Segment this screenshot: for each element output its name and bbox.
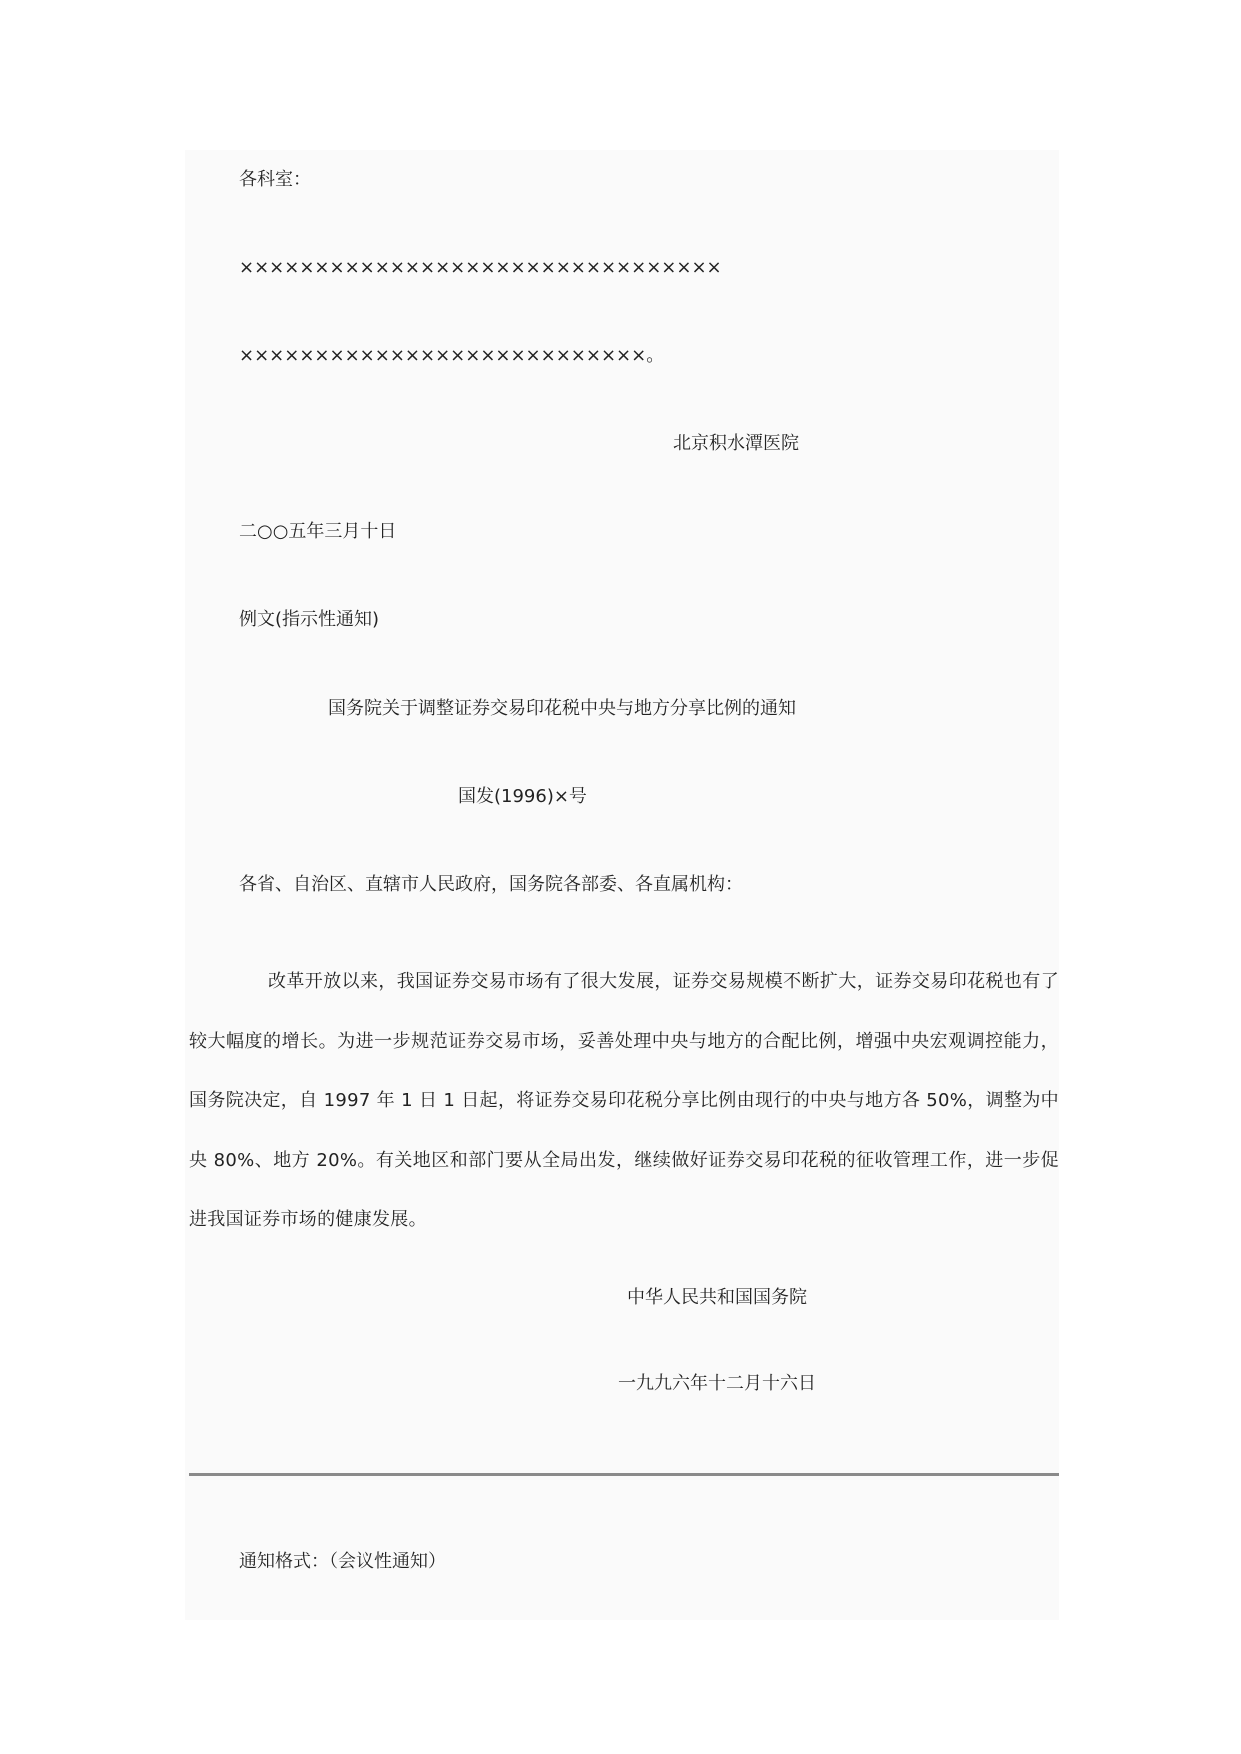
memo-body-line-1: ×××××××××××××××××××××××××××××××× <box>239 257 722 278</box>
notice-body: 改革开放以来，我国证券交易市场有了很大发展，证券交易规模不断扩大，证券交易印花税也有了较大幅度的增长。为进一步规范证券交易市场，妥善处理中央与地方的合配比例，增强中央宏观调控能力，国务院决定，自 1997 年 1 日 1 日起，将证券交易印花税分享比例由现行的中央与地方各 50%，调整为中央 80%、地方 20%。有关地区和部门要从全局出发，继续做好证券交易印花税的征收管理工作，进一步促进我国证券市场的健康发展。 <box>189 971 1059 1230</box>
example-heading: 例文(指示性通知) <box>239 609 380 630</box>
issuer: 中华人民共和国国务院 <box>627 1287 807 1308</box>
memo-date: 二○○五年三月十日 <box>239 521 397 542</box>
document-title: 国务院关于调整证券交易印花税中央与地方分享比例的通知 <box>328 698 796 719</box>
memo-salutation: 各科室： <box>239 169 311 190</box>
addressees: 各省、自治区、直辖市人民政府，国务院各部委、各直属机构： <box>239 874 743 895</box>
memo-sender: 北京积水潭医院 <box>673 433 799 454</box>
section-divider <box>189 1473 1059 1476</box>
document-number: 国发(1996)×号 <box>458 786 587 807</box>
memo-body-line-2: ×××××××××××××××××××××××××××。 <box>239 345 665 366</box>
issue-date: 一九九六年十二月十六日 <box>618 1373 816 1394</box>
next-section-heading: 通知格式：（会议性通知） <box>239 1551 446 1572</box>
